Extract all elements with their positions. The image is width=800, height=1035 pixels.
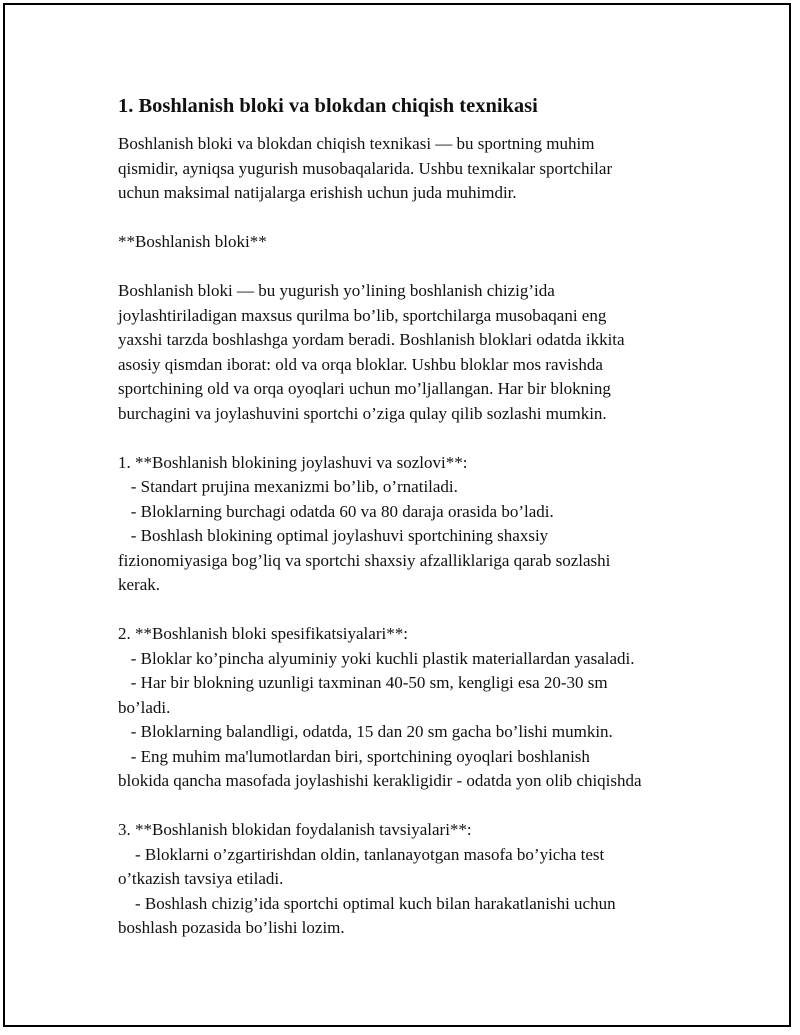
intro-paragraph: Boshlanish bloki va blokdan chiqish texnikasi — bu sportning muhim qismidir, ayniqsa yugurish musobaqalarida. Ushbu texnikalar sportchilar uchun maksimal natijalarga erishish uchun juda muhimdir. xyxy=(118,134,613,202)
list-item-spesifikatsiyalari: 2. **Boshlanish bloki spesifikatsiyalari**: - Bloklar ko’pincha alyuminiy yoki kuchli plastik materiallardan yasaladi. - Har bir blokning uzunligi taxminan 40-50 sm, kengligi esa 20-30 sm bo’ladi. - Bloklarning balandligi, odatda, 15 dan 20 sm gacha bo’lishi mumkin. - Eng muhim ma'lumotlardan biri, sportchining oyoqlari boshlanish blokida qancha masofada joylashishi kerakligidir - odatda yon olib chiqishda xyxy=(118,624,642,790)
description-paragraph: Boshlanish bloki — bu yugurish yo’lining boshlanish chizig’ida joylashtiriladigan maxsus qurilma bo’lib, sportchilarga musobaqani eng yaxshi tarzda boshlashga yordam beradi. Boshlanish bloklari odatda ikkita asosiy qismdan iborat: old va orqa bloklar. Ushbu bloklar mos ravishda sportchining old va orqa oyoqlari uchun mo’ljallangan. Har bir blokning burchagini va joylashuvini sportchi o’ziga qulay qilib sozlashi mumkin. xyxy=(118,281,625,423)
section-heading: 1. Boshlanish bloki va blokdan chiqish texnikasi xyxy=(118,95,538,117)
subheading-boshlanish-bloki: **Boshlanish bloki** xyxy=(118,232,267,251)
list-item-joylashuvi: 1. **Boshlanish blokining joylashuvi va sozlovi**: - Standart prujina mexanizmi bo’lib, o’rnatiladi. - Bloklarning burchagi odatda 60 va 80 daraja orasida bo’ladi. - Boshlash blokining optimal joylashuvi sportchining shaxsiy fizionomiyasiga bog’liq va sportchi shaxsiy afzalliklariga qarab sozlashi kerak. xyxy=(118,452,611,594)
list-item-tavsiyalari: 3. **Boshlanish blokidan foydalanish tavsiyalari**: - Bloklarni o’zgartirishdan oldin, tanlanayotgan masofa bo’yicha test o’tkazish tavsiya etiladi. - Boshlash chizig’ida sportchi optimal kuch bilan harakatlanishi uchun boshlash pozasida bo’lishi lozim. xyxy=(118,820,616,937)
document-body xyxy=(118,93,698,965)
